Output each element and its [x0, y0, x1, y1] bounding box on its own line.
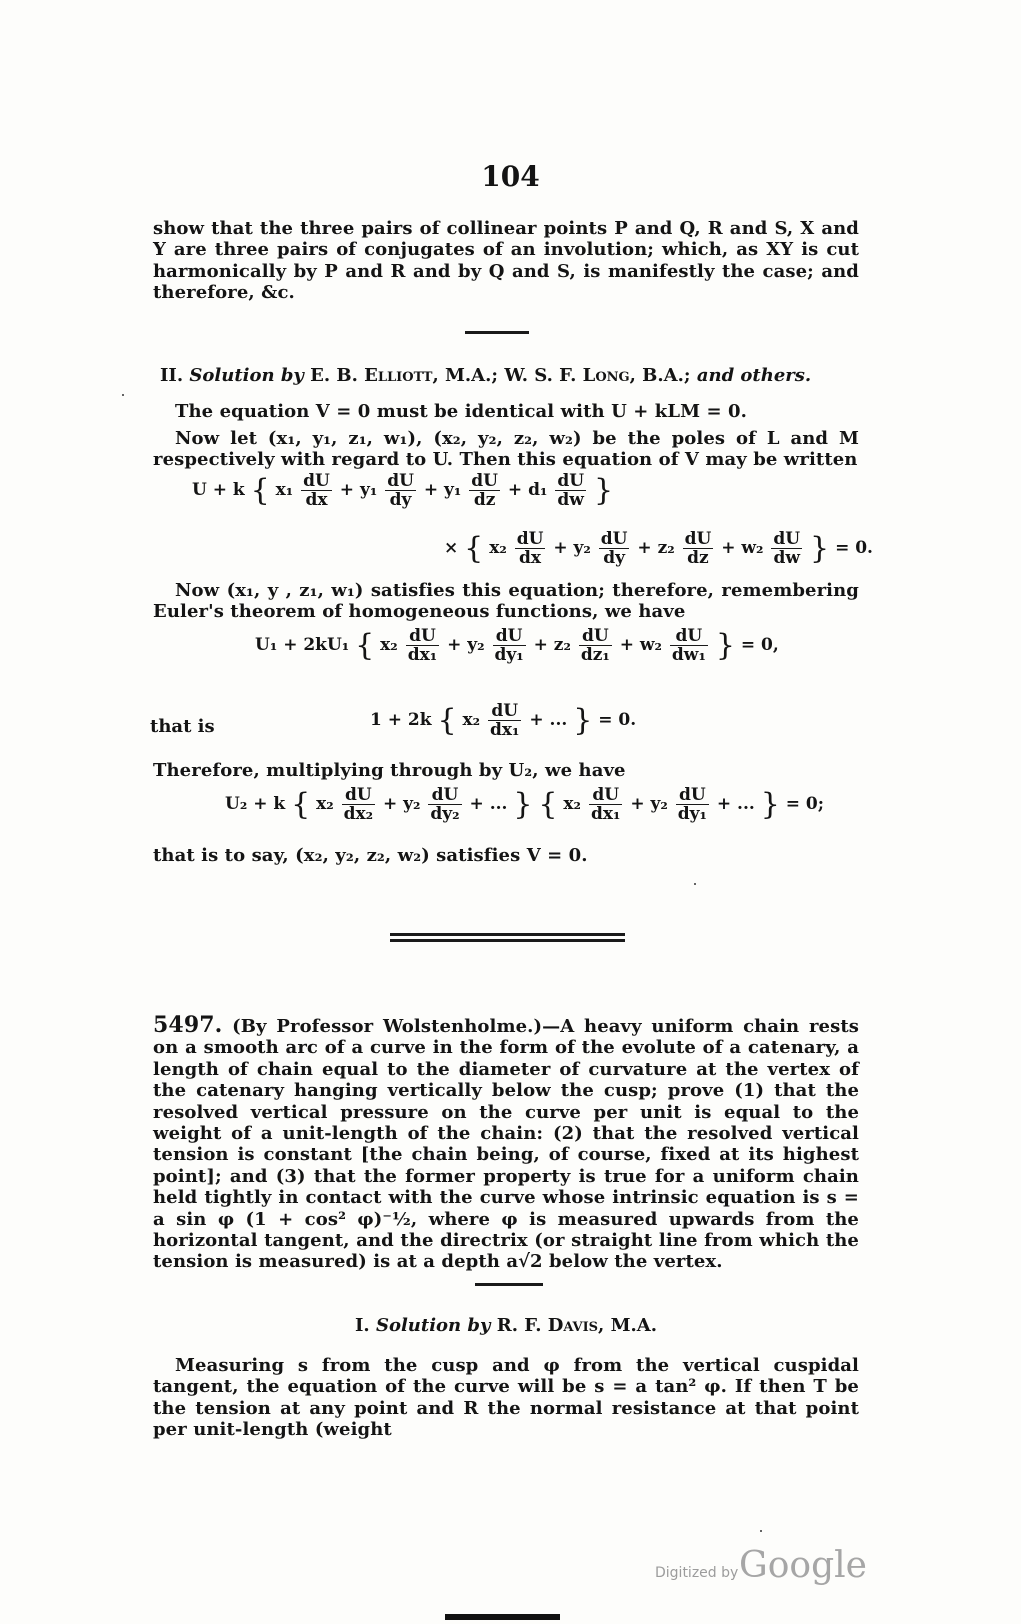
eq5-term: + y₂ — [382, 794, 421, 814]
eq4-lead: 1 + 2k — [370, 710, 432, 730]
eq1-fraction: $\frac{dU}{dw}$ — [557, 471, 585, 510]
eq1-term: x₁ — [275, 480, 294, 500]
solution1-authors: R. F. Davis, M.A. — [496, 1315, 657, 1336]
equation-3 — [255, 627, 779, 664]
page-number: 104 — [481, 160, 540, 193]
right-brace: } — [715, 628, 735, 663]
solution2-para2: Now let (x₁, y₁, z₁, w₁), (x₂, y₂, z₂, w₂) be the poles of L and M respectively with regard to U. Then this equation of V may be written — [153, 428, 859, 471]
eq2-term: + y₂ — [553, 538, 591, 558]
left-brace: { — [291, 787, 311, 822]
equation-2 — [444, 530, 873, 567]
eq1-fraction: $\frac{dU}{dy}$ — [387, 471, 414, 510]
solution1-by: Solution by — [375, 1315, 491, 1336]
eq1-term: + d₁ — [507, 480, 548, 500]
scan-edge-bar — [445, 1614, 560, 1620]
double-rule — [390, 933, 625, 942]
google-logo: Google — [739, 1545, 867, 1586]
solution2-para4: Therefore, multiplying through by U₂, we have — [153, 760, 626, 781]
solution1-heading — [153, 1315, 859, 1336]
that-is-label: that is — [150, 716, 215, 737]
eq2-lead: × — [444, 538, 459, 558]
eq1-fraction: $\frac{dU}{dx}$ — [303, 471, 330, 510]
right-brace: } — [573, 703, 593, 738]
eq1-lead: U + k — [192, 480, 245, 500]
eq2-term: x₂ — [489, 538, 507, 558]
eq1-fraction: $\frac{dU}{dz}$ — [471, 471, 498, 510]
solution2-others: and others. — [696, 365, 812, 386]
eq3-fraction: $\frac{dU}{\text{dx₁}}$ — [407, 626, 438, 665]
solution2-numeral: II. — [160, 365, 184, 386]
eq3-fraction: $\frac{dU}{\text{dw₁}}$ — [671, 626, 706, 665]
eq4-tail: = 0. — [598, 710, 637, 730]
eq3-term: + w₂ — [619, 635, 662, 655]
left-brace: { — [250, 473, 270, 508]
eq3-fraction: $\frac{dU}{\text{dz₁}}$ — [580, 626, 610, 665]
eq5-fraction: $\frac{dU}{\text{dy₂}}$ — [430, 785, 460, 824]
eq5-ellipsis: + ... — [716, 794, 755, 814]
eq5-term: x₂ — [563, 794, 582, 814]
section-rule — [475, 1283, 543, 1286]
right-brace: } — [513, 787, 533, 822]
solution1-paragraph: Measuring s from the cusp and φ from the vertical cuspidal tangent, the equation of the curve will be s = a tan² φ. If then T be the tension at any point and R the normal resistance at that point per unit-length (weight — [153, 1355, 859, 1441]
speck — [122, 394, 124, 396]
speck — [760, 1530, 762, 1532]
eq1-term: + y₁ — [339, 480, 378, 500]
digitized-watermark — [655, 1545, 867, 1587]
equation-5 — [225, 786, 824, 823]
solution2-authors: E. B. Elliott, M.A.; W. S. F. Long, B.A.; — [310, 365, 691, 386]
right-brace: } — [760, 787, 780, 822]
solution2-line1: The equation V = 0 must be identical with U + kLM = 0. — [175, 401, 748, 422]
eq3-term: x₂ — [380, 635, 398, 655]
eq1-term: + y₁ — [423, 480, 462, 500]
solution2-para3: Now (x₁, y , z₁, w₁) satisfies this equation; therefore, remembering Euler's theorem of homogeneous functions, we have — [153, 580, 859, 623]
eq3-tail: = 0, — [740, 635, 779, 655]
solution1-numeral: I. — [354, 1315, 370, 1336]
eq5-fraction: $\frac{dU}{\text{dx₂}}$ — [343, 785, 374, 824]
eq2-fraction: $\frac{dU}{dx}$ — [516, 529, 544, 568]
eq5-term: x₂ — [316, 794, 334, 814]
solution2-by: Solution by — [189, 365, 304, 386]
question-number: 5497. — [153, 1012, 223, 1038]
eq2-tail: = 0. — [835, 538, 873, 558]
intro-paragraph: show that the three pairs of collinear points P and Q, R and S, X and Y are three pairs of conjugates of an involution; which, as XY is cut harmonically by P and R and by Q and S, is manifestly the case; and therefore, &c. — [153, 218, 859, 304]
eq3-term: + z₂ — [533, 635, 571, 655]
eq5-fraction: $\frac{dU}{\text{dy₁}}$ — [677, 785, 707, 824]
left-brace: { — [538, 787, 558, 822]
right-brace: } — [810, 531, 830, 566]
eq3-fraction: $\frac{dU}{\text{dy₁}}$ — [494, 626, 524, 665]
left-brace: { — [437, 703, 457, 738]
equation-4 — [370, 702, 636, 739]
eq3-lead: U₁ + 2kU₁ — [255, 635, 350, 655]
solution2-final: that is to say, (x₂, y₂, z₂, w₂) satisfies V = 0. — [153, 845, 588, 866]
speck — [694, 883, 696, 885]
eq5-tail: = 0; — [785, 794, 825, 814]
section-rule — [465, 331, 529, 334]
eq5-lead: U₂ + k — [225, 794, 286, 814]
eq5-term: + y₂ — [630, 794, 668, 814]
digitized-label: Digitized by — [655, 1565, 739, 1581]
eq4-fraction: $\frac{dU}{\text{dx₁}}$ — [489, 701, 520, 740]
question-text: (By Professor Wolstenholme.)—A heavy uniform chain rests on a smooth arc of a curve in the form of the evolute of a catenary, a length of chain equal to the diameter of curvature at the vertex of the catenary hanging vertically below the cusp; prove (1) that the resolved vertical pressure on the curve per unit is equal to the weight of a unit-length of the chain: (2) that the resolved vertical tension is constant [the chain being, of course, fixed at its highest point]; and (3) that the former property is true for a uniform chain held tightly in contact with the curve whose intrinsic equation is s = a sin φ (1 + cos² φ)⁻½, where φ is measured upwards from the horizontal tangent, and the directrix (or straight line from which the tension is measured) is at a depth a√2 below the vertex. — [153, 1016, 859, 1273]
equation-1 — [192, 472, 613, 509]
solution2-heading — [160, 365, 866, 386]
eq2-term: + w₂ — [721, 538, 764, 558]
question-5497 — [153, 1012, 859, 1273]
eq2-fraction: $\frac{dU}{dy}$ — [600, 529, 628, 568]
eq5-fraction: $\frac{dU}{\text{dx₁}}$ — [590, 785, 621, 824]
left-brace: { — [464, 531, 484, 566]
eq3-term: + y₂ — [447, 635, 485, 655]
eq2-fraction: $\frac{dU}{dz}$ — [684, 529, 712, 568]
eq2-fraction: $\frac{dU}{dw}$ — [773, 529, 801, 568]
eq2-term: + z₂ — [637, 538, 675, 558]
eq5-ellipsis: + ... — [469, 794, 508, 814]
eq4-term: x₂ — [462, 710, 481, 730]
right-brace: } — [593, 473, 614, 508]
left-brace: { — [355, 628, 375, 663]
eq4-ellipsis: + ... — [529, 710, 568, 730]
